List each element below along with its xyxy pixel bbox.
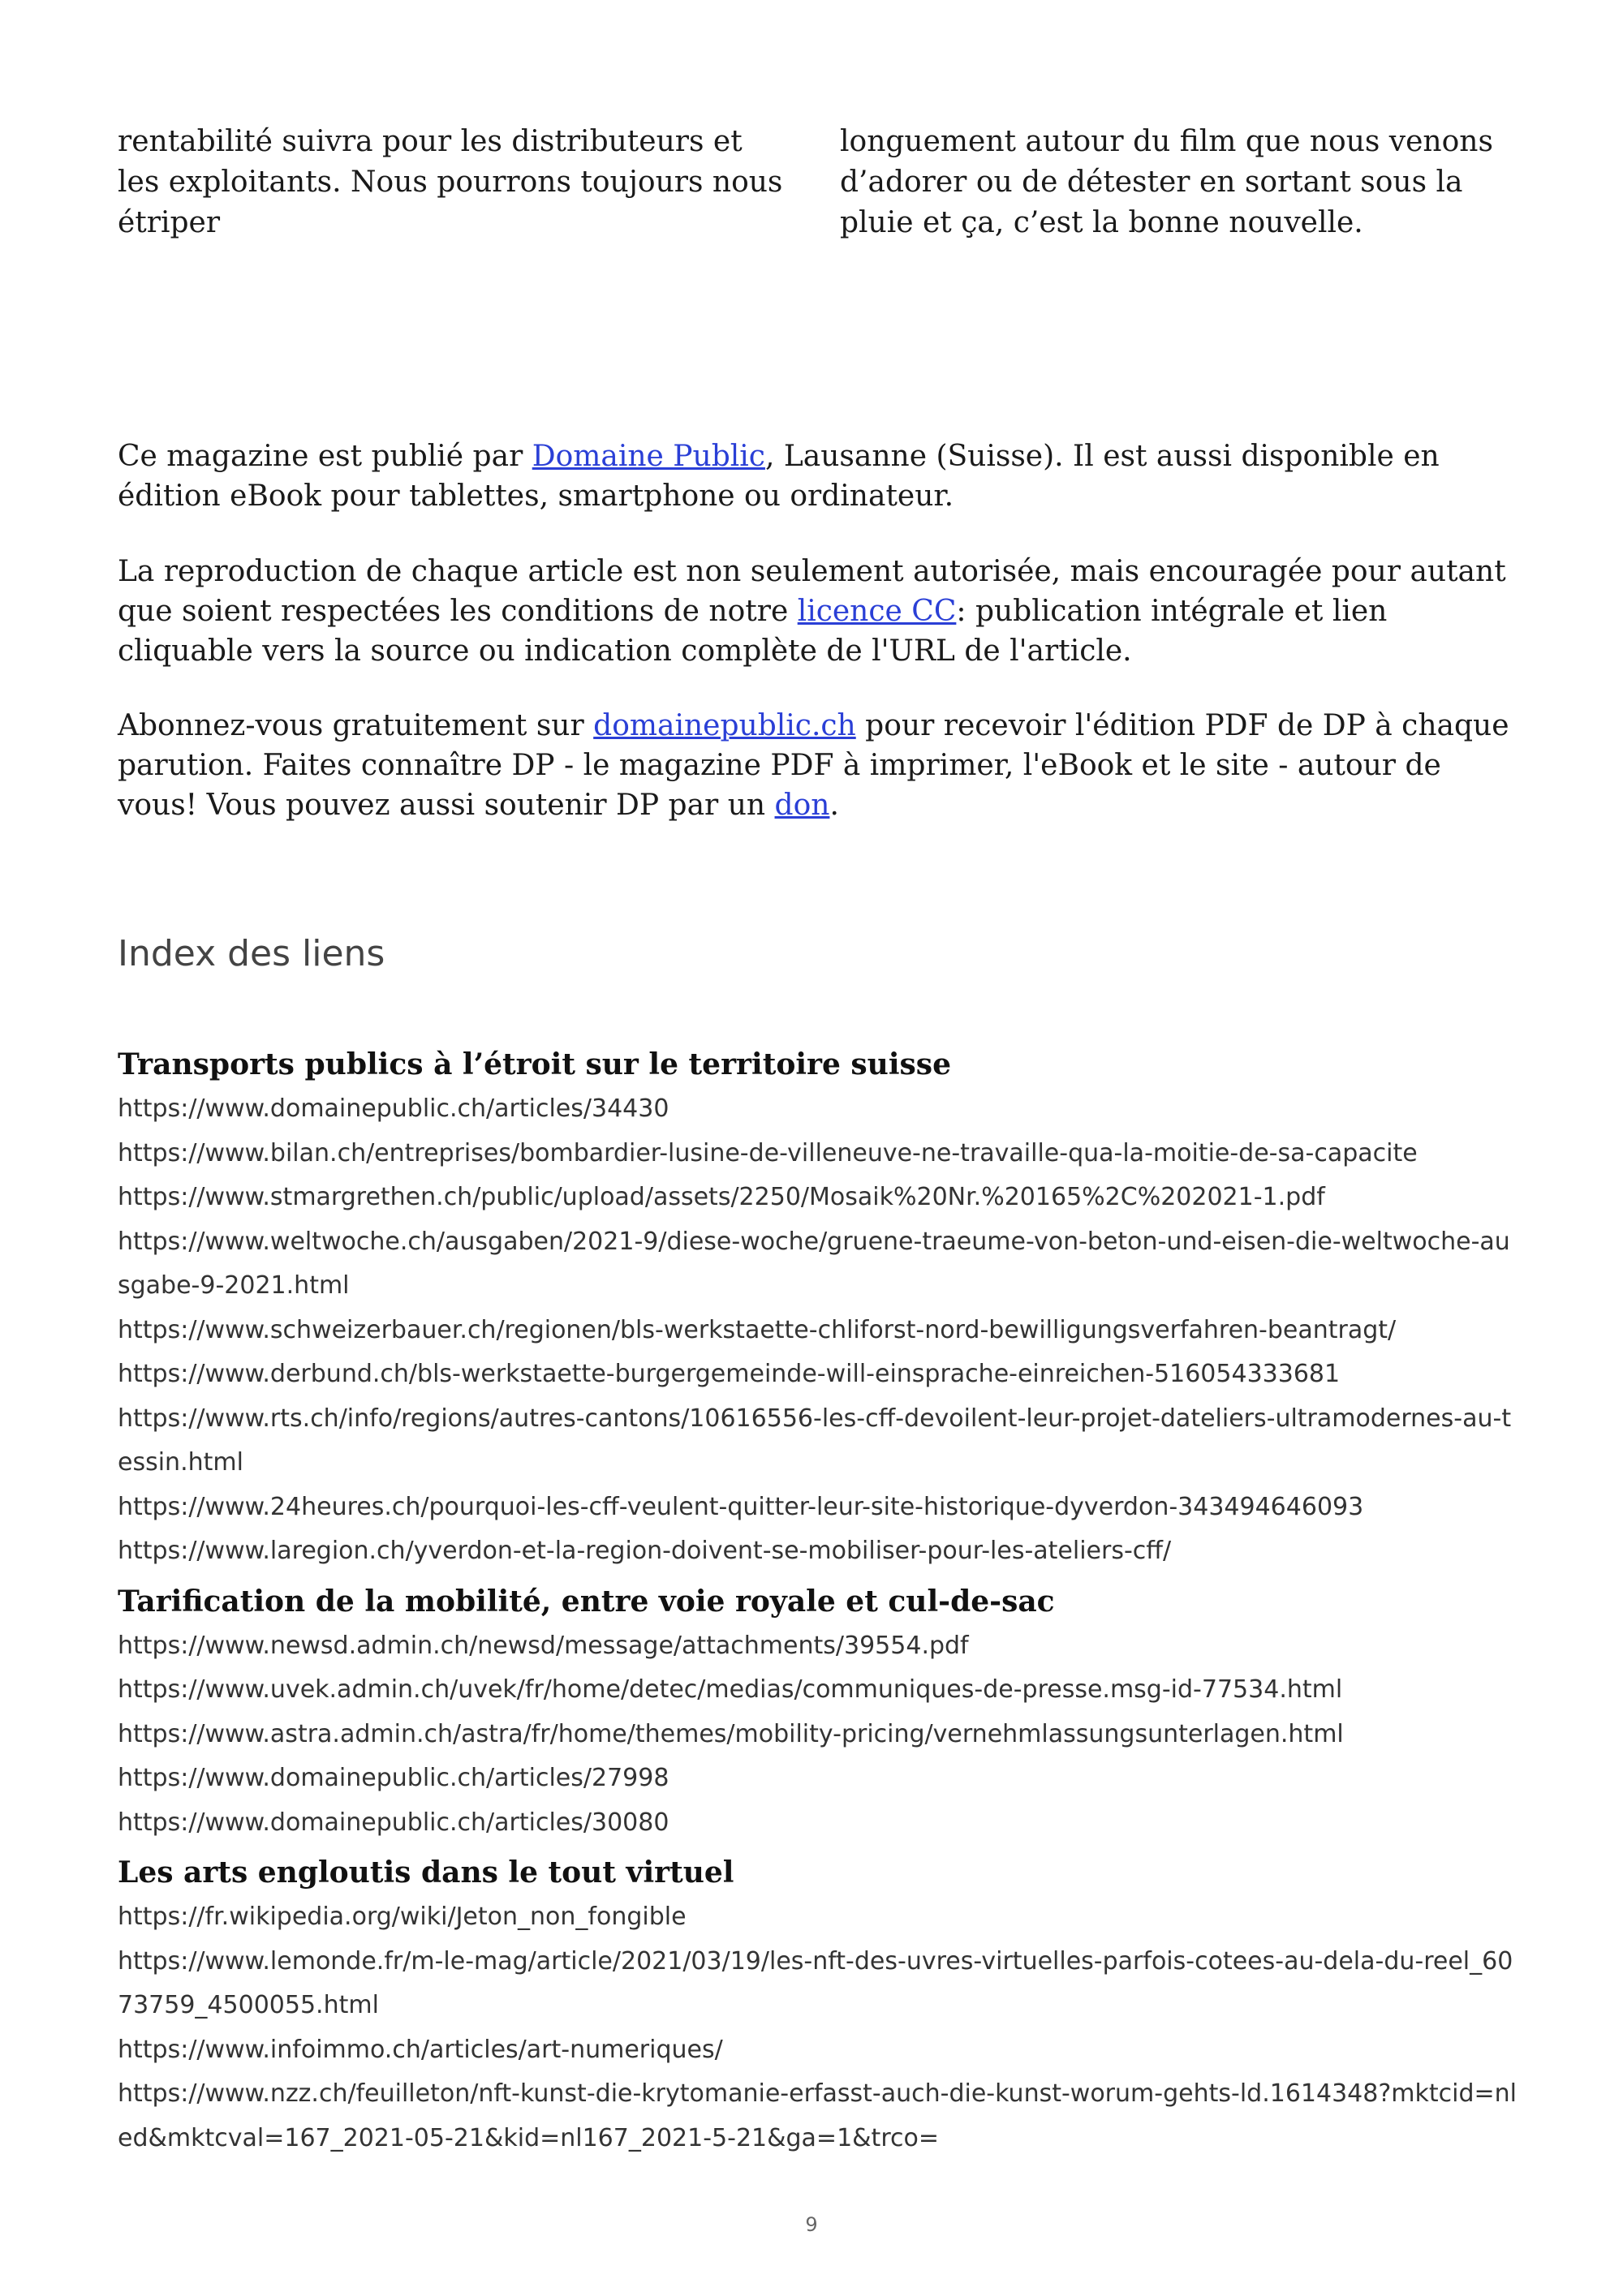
licence-cc-link[interactable]: licence CC — [797, 595, 957, 628]
text: La reproduction de chaque article est non seulement autorisée, mais encouragée pour autant que soient respectées les conditions de notre — [118, 555, 1506, 628]
text: , Lausanne (Suisse). Il est aussi disponible en édition eBook pour tablettes, smartphone ou ordinateur. — [118, 440, 1440, 513]
url-line[interactable]: https://www.derbund.ch/bls-werkstaette-burgergemeinde-will-einsprache-einreichen-516054333681 — [118, 1360, 1341, 1388]
url-line[interactable]: https://www.weltwoche.ch/ausgaben/2021-9/diese-woche/gruene-traeume-von-beton-und-eisen-die-weltwoche-ausgabe-9-2021.html — [118, 1227, 1510, 1300]
link-section — [118, 1047, 1522, 1574]
url-line[interactable]: https://www.domainepublic.ch/articles/30080 — [118, 1808, 669, 1837]
text: . — [829, 789, 839, 822]
text: pour recevoir l'édition PDF de DP à chaque parution. Faites connaître DP - le magazine PDF à imprimer, l'eBook et le site - autour de vous! Vous pouvez aussi soutenir DP par un — [118, 709, 1509, 822]
url-line[interactable]: https://www.nzz.ch/feuilleton/nft-kunst-die-krytomanie-erfasst-auch-die-kunst-worum-gehts-ld.1614348?mktcid=nled&mktcval=167_2021-05-21&kid=nl167_2021-5-21&ga=1&trco= — [118, 2079, 1517, 2152]
section-title: Tarification de la mobilité, entre voie royale et cul-de-sac — [118, 1584, 1055, 1619]
url-line[interactable]: https://www.laregion.ch/yverdon-et-la-region-doivent-se-mobiliser-pour-les-ateliers-cff/ — [118, 1537, 1172, 1565]
url-line[interactable]: https://www.24heures.ch/pourquoi-les-cff-veulent-quitter-leur-site-historique-dyverdon-343494646093 — [118, 1492, 1364, 1521]
links-index — [118, 1047, 1522, 2161]
domaine-public-link[interactable]: Domaine Public — [532, 440, 765, 473]
link-section — [118, 1584, 1522, 1846]
url-line[interactable]: https://www.infoimmo.ch/articles/art-numeriques/ — [118, 2035, 723, 2064]
url-line[interactable]: https://fr.wikipedia.org/wiki/Jeton_non_fongible — [118, 1903, 687, 1931]
subscribe-paragraph — [118, 706, 1513, 825]
license-paragraph — [118, 552, 1513, 671]
url-line[interactable]: https://www.astra.admin.ch/astra/fr/home/themes/mobility-pricing/vernehmlassungsunterlagen.html — [118, 1719, 1344, 1748]
column-left: rentabilité suivra pour les distributeurs et les exploitants. Nous pourrons toujours nous étriper — [118, 125, 783, 239]
text: : publication intégrale et lien cliquable vers la source ou indication complète de l'URL de l'article. — [118, 595, 1388, 668]
publisher-paragraph — [118, 436, 1513, 516]
url-line[interactable]: https://www.rts.ch/info/regions/autres-cantons/10616556-les-cff-devoilent-leur-projet-dateliers-ultramodernes-au-tessin.html — [118, 1404, 1512, 1477]
text: Abonnez-vous gratuitement sur — [118, 709, 594, 742]
url-line[interactable]: https://www.uvek.admin.ch/uvek/fr/home/detec/medias/communiques-de-presse.msg-id-77534.html — [118, 1675, 1343, 1704]
url-line[interactable]: https://www.bilan.ch/entreprises/bombardier-lusine-de-villeneuve-ne-travaille-qua-la-moitie-de-sa-capacite — [118, 1138, 1418, 1167]
section-title: Transports publics à l’étroit sur le territoire suisse — [118, 1047, 951, 1081]
url-line[interactable]: https://www.newsd.admin.ch/newsd/message/attachments/39554.pdf — [118, 1631, 969, 1660]
url-line[interactable]: https://www.lemonde.fr/m-le-mag/article/2021/03/19/les-nft-des-uvres-virtuelles-parfois-cotees-au-dela-du-reel_6073759_4500055.html — [118, 1946, 1513, 2019]
url-line[interactable]: https://www.stmargrethen.ch/public/upload/assets/2250/Mosaik%20Nr.%20165%2C%202021-1.pdf — [118, 1183, 1325, 1211]
url-line[interactable]: https://www.domainepublic.ch/articles/34430 — [118, 1094, 669, 1123]
domainepublic-link[interactable]: domainepublic.ch — [593, 709, 856, 742]
article-columns — [118, 122, 1513, 243]
link-section — [118, 1855, 1522, 2161]
text: Ce magazine est publié par — [118, 440, 532, 473]
don-link[interactable]: don — [774, 789, 830, 822]
page-number: 9 — [805, 2213, 818, 2236]
url-line[interactable]: https://www.schweizerbauer.ch/regionen/bls-werkstaette-chliforst-nord-bewilligungsverfahren-beantragt/ — [118, 1315, 1397, 1344]
url-line[interactable]: https://www.domainepublic.ch/articles/27998 — [118, 1764, 669, 1792]
index-title: Index des liens — [118, 933, 385, 974]
section-title: Les arts engloutis dans le tout virtuel — [118, 1855, 734, 1890]
column-right: longuement autour du film que nous venons d’adorer ou de détester en sortant sous la pluie et ça, c’est la bonne nouvelle. — [840, 125, 1493, 239]
